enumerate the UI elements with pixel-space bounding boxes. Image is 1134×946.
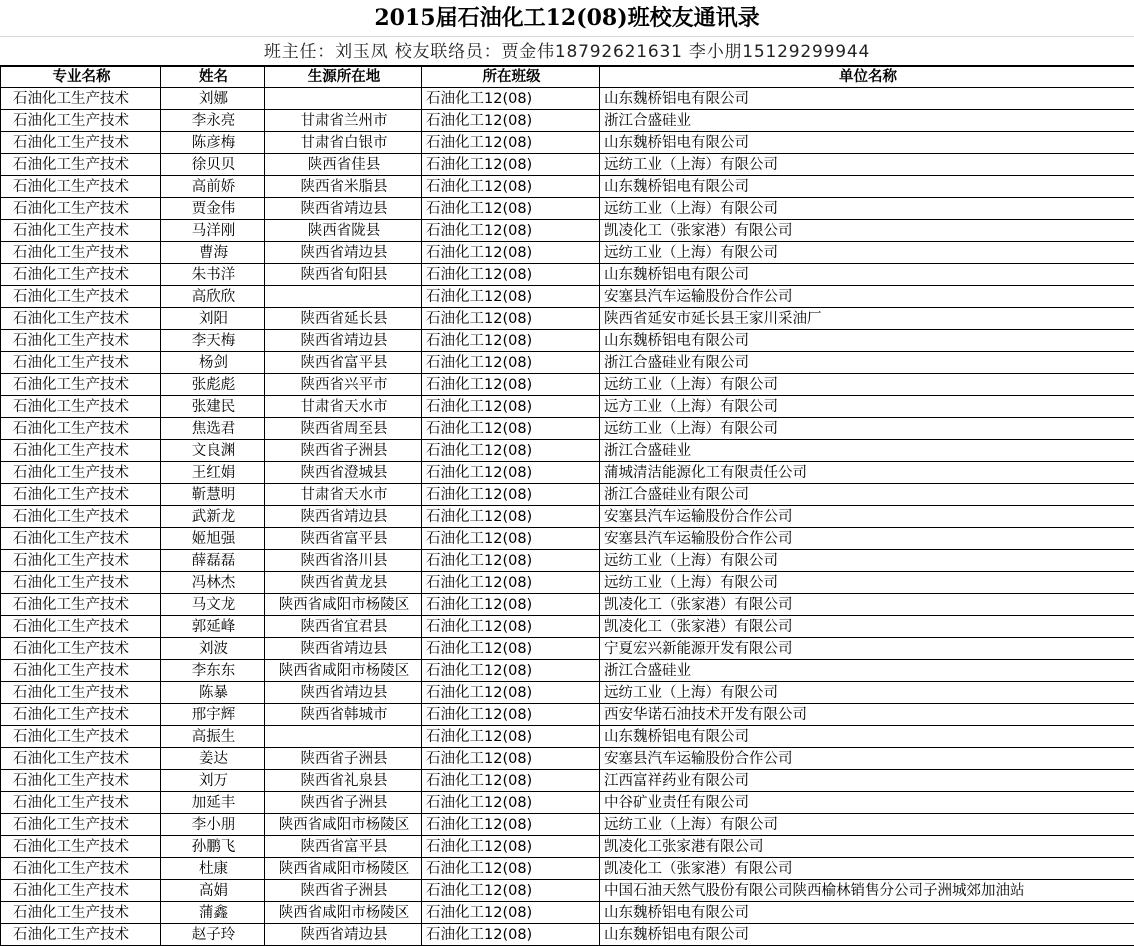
cell-class[interactable]: 石油化工12(08) (422, 154, 600, 176)
cell-unit[interactable]: 西安华诺石油技术开发有限公司 (600, 704, 1134, 726)
cell-major[interactable]: 石油化工生产技术 (1, 330, 161, 352)
cell-unit[interactable]: 凯凌化工（张家港）有限公司 (600, 220, 1134, 242)
cell-class[interactable]: 石油化工12(08) (422, 726, 600, 748)
cell-unit[interactable]: 凯凌化工（张家港）有限公司 (600, 616, 1134, 638)
cell-origin[interactable]: 陕西省子洲县 (265, 880, 422, 902)
cell-name[interactable]: 曹海 (161, 242, 265, 264)
cell-name[interactable]: 马洋刚 (161, 220, 265, 242)
cell-unit[interactable]: 山东魏桥铝电有限公司 (600, 88, 1134, 110)
cell-unit[interactable]: 凯凌化工（张家港）有限公司 (600, 858, 1134, 880)
table-row (1, 154, 1134, 176)
header-origin[interactable]: 生源所在地 (265, 67, 422, 88)
cell-name[interactable]: 李东东 (161, 660, 265, 682)
cell-origin[interactable]: 甘肃省天水市 (265, 396, 422, 418)
cell-name[interactable]: 赵子玲 (161, 924, 265, 946)
cell-class[interactable]: 石油化工12(08) (422, 902, 600, 924)
cell-unit[interactable]: 远纺工业（上海）有限公司 (600, 572, 1134, 594)
table-row (1, 528, 1134, 550)
cell-class[interactable]: 石油化工12(08) (422, 550, 600, 572)
cell-major[interactable]: 石油化工生产技术 (1, 110, 161, 132)
cell-origin[interactable]: 陕西省子洲县 (265, 748, 422, 770)
alumni-table (0, 66, 1134, 946)
cell-origin[interactable]: 陕西省靖边县 (265, 330, 422, 352)
cell-major[interactable]: 石油化工生产技术 (1, 616, 161, 638)
table-row (1, 286, 1134, 308)
cell-class[interactable]: 石油化工12(08) (422, 682, 600, 704)
cell-name[interactable]: 文良渊 (161, 440, 265, 462)
cell-origin[interactable]: 陕西省礼泉县 (265, 770, 422, 792)
cell-unit[interactable]: 山东魏桥铝电有限公司 (600, 924, 1134, 946)
cell-major[interactable]: 石油化工生产技术 (1, 506, 161, 528)
table-row (1, 924, 1134, 946)
cell-origin[interactable]: 陕西省洛川县 (265, 550, 422, 572)
cell-class[interactable]: 石油化工12(08) (422, 396, 600, 418)
document-subtitle: 班主任：刘玉凤 校友联络员：贾金伟18792621631 李小朋15129299944 (0, 37, 1134, 66)
table-row (1, 440, 1134, 462)
cell-major[interactable]: 石油化工生产技术 (1, 484, 161, 506)
cell-class[interactable]: 石油化工12(08) (422, 176, 600, 198)
cell-name[interactable]: 李天梅 (161, 330, 265, 352)
cell-name[interactable]: 李永亮 (161, 110, 265, 132)
cell-class[interactable]: 石油化工12(08) (422, 924, 600, 946)
cell-name[interactable]: 李小朋 (161, 814, 265, 836)
cell-class[interactable]: 石油化工12(08) (422, 704, 600, 726)
cell-major[interactable]: 石油化工生产技术 (1, 814, 161, 836)
table-row (1, 374, 1134, 396)
cell-major[interactable]: 石油化工生产技术 (1, 220, 161, 242)
cell-origin[interactable]: 陕西省咸阳市杨陵区 (265, 660, 422, 682)
table-row (1, 176, 1134, 198)
cell-major[interactable]: 石油化工生产技术 (1, 704, 161, 726)
cell-name[interactable]: 靳慧明 (161, 484, 265, 506)
cell-major[interactable]: 石油化工生产技术 (1, 682, 161, 704)
table-row (1, 462, 1134, 484)
cell-unit[interactable]: 远纺工业（上海）有限公司 (600, 154, 1134, 176)
cell-class[interactable]: 石油化工12(08) (422, 836, 600, 858)
cell-name[interactable]: 高振生 (161, 726, 265, 748)
cell-class[interactable]: 石油化工12(08) (422, 352, 600, 374)
cell-class[interactable]: 石油化工12(08) (422, 110, 600, 132)
cell-major[interactable]: 石油化工生产技术 (1, 176, 161, 198)
cell-major[interactable]: 石油化工生产技术 (1, 924, 161, 946)
cell-unit[interactable]: 远纺工业（上海）有限公司 (600, 814, 1134, 836)
cell-major[interactable]: 石油化工生产技术 (1, 638, 161, 660)
cell-major[interactable]: 石油化工生产技术 (1, 440, 161, 462)
cell-origin[interactable]: 陕西省延长县 (265, 308, 422, 330)
cell-unit[interactable]: 中国石油天然气股份有限公司陕西榆林销售分公司子洲城郊加油站 (600, 880, 1134, 902)
cell-class[interactable]: 石油化工12(08) (422, 506, 600, 528)
cell-class[interactable]: 石油化工12(08) (422, 484, 600, 506)
cell-unit[interactable]: 远方工业（上海）有限公司 (600, 396, 1134, 418)
table-row (1, 704, 1134, 726)
document-title: 2015届石油化工12(08)班校友通讯录 (0, 0, 1134, 37)
cell-class[interactable]: 石油化工12(08) (422, 594, 600, 616)
cell-major[interactable]: 石油化工生产技术 (1, 154, 161, 176)
cell-name[interactable]: 马文龙 (161, 594, 265, 616)
cell-name[interactable]: 刘波 (161, 638, 265, 660)
cell-name[interactable]: 刘娜 (161, 88, 265, 110)
cell-major[interactable]: 石油化工生产技术 (1, 374, 161, 396)
cell-major[interactable]: 石油化工生产技术 (1, 660, 161, 682)
cell-class[interactable]: 石油化工12(08) (422, 462, 600, 484)
cell-class[interactable]: 石油化工12(08) (422, 308, 600, 330)
cell-major[interactable]: 石油化工生产技术 (1, 352, 161, 374)
cell-origin[interactable] (265, 88, 422, 110)
cell-class[interactable]: 石油化工12(08) (422, 264, 600, 286)
table-row (1, 814, 1134, 836)
cell-unit[interactable]: 浙江合盛硅业 (600, 660, 1134, 682)
cell-origin[interactable]: 陕西省靖边县 (265, 198, 422, 220)
cell-unit[interactable]: 山东魏桥铝电有限公司 (600, 132, 1134, 154)
cell-unit[interactable]: 凯凌化工张家港有限公司 (600, 836, 1134, 858)
cell-unit[interactable]: 安塞县汽车运输股份合作公司 (600, 506, 1134, 528)
table-row (1, 484, 1134, 506)
table-body (1, 88, 1134, 946)
cell-name[interactable]: 刘阳 (161, 308, 265, 330)
cell-class[interactable]: 石油化工12(08) (422, 638, 600, 660)
cell-unit[interactable]: 浙江合盛硅业有限公司 (600, 352, 1134, 374)
cell-unit[interactable]: 远纺工业（上海）有限公司 (600, 418, 1134, 440)
cell-origin[interactable]: 陕西省靖边县 (265, 682, 422, 704)
cell-name[interactable]: 加延丰 (161, 792, 265, 814)
table-row (1, 88, 1134, 110)
cell-name[interactable]: 高前娇 (161, 176, 265, 198)
table-row (1, 902, 1134, 924)
cell-unit[interactable]: 安塞县汽车运输股份合作公司 (600, 528, 1134, 550)
table-row (1, 220, 1134, 242)
cell-class[interactable]: 石油化工12(08) (422, 374, 600, 396)
cell-major[interactable]: 石油化工生产技术 (1, 748, 161, 770)
cell-origin[interactable]: 陕西省韩城市 (265, 704, 422, 726)
cell-unit[interactable]: 浙江合盛硅业 (600, 110, 1134, 132)
cell-unit[interactable]: 山东魏桥铝电有限公司 (600, 902, 1134, 924)
table-row (1, 726, 1134, 748)
cell-major[interactable]: 石油化工生产技术 (1, 726, 161, 748)
cell-unit[interactable]: 远纺工业（上海）有限公司 (600, 682, 1134, 704)
cell-unit[interactable]: 远纺工业（上海）有限公司 (600, 198, 1134, 220)
cell-class[interactable]: 石油化工12(08) (422, 198, 600, 220)
cell-origin[interactable] (265, 286, 422, 308)
table-row (1, 572, 1134, 594)
cell-class[interactable]: 石油化工12(08) (422, 572, 600, 594)
cell-name[interactable]: 姬旭强 (161, 528, 265, 550)
cell-major[interactable]: 石油化工生产技术 (1, 528, 161, 550)
table-row (1, 682, 1134, 704)
cell-name[interactable]: 高娟 (161, 880, 265, 902)
cell-origin[interactable]: 陕西省靖边县 (265, 638, 422, 660)
table-row (1, 638, 1134, 660)
header-name[interactable]: 姓名 (161, 67, 265, 88)
cell-origin[interactable]: 陕西省子洲县 (265, 792, 422, 814)
cell-class[interactable]: 石油化工12(08) (422, 858, 600, 880)
table-row (1, 242, 1134, 264)
cell-name[interactable]: 姜达 (161, 748, 265, 770)
cell-origin[interactable]: 陕西省子洲县 (265, 440, 422, 462)
table-row (1, 418, 1134, 440)
cell-name[interactable]: 冯林杰 (161, 572, 265, 594)
cell-major[interactable]: 石油化工生产技术 (1, 308, 161, 330)
cell-class[interactable]: 石油化工12(08) (422, 880, 600, 902)
table-row (1, 748, 1134, 770)
cell-unit[interactable]: 江西富祥药业有限公司 (600, 770, 1134, 792)
cell-origin[interactable]: 陕西省兴平市 (265, 374, 422, 396)
table-row (1, 198, 1134, 220)
cell-unit[interactable]: 宁夏宏兴新能源开发有限公司 (600, 638, 1134, 660)
cell-name[interactable]: 孙鹏飞 (161, 836, 265, 858)
table-row (1, 308, 1134, 330)
cell-unit[interactable]: 安塞县汽车运输股份合作公司 (600, 286, 1134, 308)
cell-class[interactable]: 石油化工12(08) (422, 616, 600, 638)
cell-major[interactable]: 石油化工生产技术 (1, 418, 161, 440)
cell-origin[interactable]: 陕西省陇县 (265, 220, 422, 242)
cell-origin[interactable]: 甘肃省白银市 (265, 132, 422, 154)
cell-origin[interactable]: 陕西省澄城县 (265, 462, 422, 484)
cell-name[interactable]: 张建民 (161, 396, 265, 418)
cell-major[interactable]: 石油化工生产技术 (1, 880, 161, 902)
cell-class[interactable]: 石油化工12(08) (422, 748, 600, 770)
cell-name[interactable]: 薛磊磊 (161, 550, 265, 572)
cell-class[interactable]: 石油化工12(08) (422, 286, 600, 308)
cell-origin[interactable]: 陕西省黄龙县 (265, 572, 422, 594)
cell-origin[interactable]: 陕西省周至县 (265, 418, 422, 440)
cell-name[interactable]: 张彪彪 (161, 374, 265, 396)
cell-origin[interactable]: 陕西省富平县 (265, 836, 422, 858)
cell-origin[interactable]: 陕西省咸阳市杨陵区 (265, 814, 422, 836)
cell-origin[interactable]: 陕西省佳县 (265, 154, 422, 176)
cell-name[interactable]: 蒲鑫 (161, 902, 265, 924)
cell-major[interactable]: 石油化工生产技术 (1, 550, 161, 572)
cell-origin[interactable]: 甘肃省兰州市 (265, 110, 422, 132)
header-unit[interactable]: 单位名称 (600, 67, 1134, 88)
cell-major[interactable]: 石油化工生产技术 (1, 88, 161, 110)
table-row (1, 506, 1134, 528)
cell-origin[interactable]: 甘肃省天水市 (265, 484, 422, 506)
cell-name[interactable]: 郭延峰 (161, 616, 265, 638)
cell-major[interactable]: 石油化工生产技术 (1, 836, 161, 858)
table-row (1, 660, 1134, 682)
table-row (1, 616, 1134, 638)
cell-class[interactable]: 石油化工12(08) (422, 660, 600, 682)
cell-unit[interactable]: 远纺工业（上海）有限公司 (600, 374, 1134, 396)
cell-name[interactable]: 朱书洋 (161, 264, 265, 286)
cell-name[interactable]: 焦选君 (161, 418, 265, 440)
cell-name[interactable]: 武新龙 (161, 506, 265, 528)
cell-unit[interactable]: 陕西省延安市延长县王家川采油厂 (600, 308, 1134, 330)
table-row (1, 264, 1134, 286)
cell-origin[interactable]: 陕西省宜君县 (265, 616, 422, 638)
cell-origin[interactable]: 陕西省富平县 (265, 352, 422, 374)
cell-class[interactable]: 石油化工12(08) (422, 440, 600, 462)
cell-origin[interactable]: 陕西省米脂县 (265, 176, 422, 198)
cell-major[interactable]: 石油化工生产技术 (1, 792, 161, 814)
cell-major[interactable]: 石油化工生产技术 (1, 242, 161, 264)
cell-major[interactable]: 石油化工生产技术 (1, 198, 161, 220)
cell-major[interactable]: 石油化工生产技术 (1, 132, 161, 154)
table-row (1, 594, 1134, 616)
cell-unit[interactable]: 蒲城清洁能源化工有限责任公司 (600, 462, 1134, 484)
cell-origin[interactable] (265, 726, 422, 748)
header-major[interactable]: 专业名称 (1, 67, 161, 88)
cell-unit[interactable]: 浙江合盛硅业 (600, 440, 1134, 462)
table-row (1, 330, 1134, 352)
cell-name[interactable]: 徐贝贝 (161, 154, 265, 176)
cell-class[interactable]: 石油化工12(08) (422, 418, 600, 440)
cell-origin[interactable]: 陕西省靖边县 (265, 506, 422, 528)
cell-name[interactable]: 贾金伟 (161, 198, 265, 220)
cell-origin[interactable]: 陕西省旬阳县 (265, 264, 422, 286)
table-row (1, 352, 1134, 374)
cell-major[interactable]: 石油化工生产技术 (1, 264, 161, 286)
table-row (1, 550, 1134, 572)
table-row (1, 110, 1134, 132)
cell-origin[interactable]: 陕西省富平县 (265, 528, 422, 550)
table-row (1, 792, 1134, 814)
table-row (1, 770, 1134, 792)
cell-origin[interactable]: 陕西省咸阳市杨陵区 (265, 902, 422, 924)
cell-class[interactable]: 石油化工12(08) (422, 792, 600, 814)
table-row (1, 132, 1134, 154)
cell-unit[interactable]: 远纺工业（上海）有限公司 (600, 550, 1134, 572)
cell-name[interactable]: 杨剑 (161, 352, 265, 374)
cell-class[interactable]: 石油化工12(08) (422, 220, 600, 242)
table-row (1, 396, 1134, 418)
cell-name[interactable]: 刘万 (161, 770, 265, 792)
cell-major[interactable]: 石油化工生产技术 (1, 396, 161, 418)
cell-unit[interactable]: 远纺工业（上海）有限公司 (600, 242, 1134, 264)
cell-unit[interactable]: 山东魏桥铝电有限公司 (600, 264, 1134, 286)
cell-major[interactable]: 石油化工生产技术 (1, 594, 161, 616)
cell-name[interactable]: 陈彦梅 (161, 132, 265, 154)
cell-class[interactable]: 石油化工12(08) (422, 770, 600, 792)
cell-class[interactable]: 石油化工12(08) (422, 88, 600, 110)
cell-class[interactable]: 石油化工12(08) (422, 242, 600, 264)
cell-unit[interactable]: 山东魏桥铝电有限公司 (600, 330, 1134, 352)
header-class[interactable]: 所在班级 (422, 67, 600, 88)
table-row (1, 858, 1134, 880)
cell-class[interactable]: 石油化工12(08) (422, 528, 600, 550)
cell-major[interactable]: 石油化工生产技术 (1, 902, 161, 924)
cell-major[interactable]: 石油化工生产技术 (1, 572, 161, 594)
table-header-row (1, 67, 1134, 88)
cell-origin[interactable]: 陕西省靖边县 (265, 924, 422, 946)
cell-class[interactable]: 石油化工12(08) (422, 330, 600, 352)
cell-origin[interactable]: 陕西省咸阳市杨陵区 (265, 594, 422, 616)
cell-unit[interactable]: 浙江合盛硅业有限公司 (600, 484, 1134, 506)
table-row (1, 836, 1134, 858)
cell-unit[interactable]: 凯凌化工（张家港）有限公司 (600, 594, 1134, 616)
cell-origin[interactable]: 陕西省咸阳市杨陵区 (265, 858, 422, 880)
cell-unit[interactable]: 山东魏桥铝电有限公司 (600, 176, 1134, 198)
cell-unit[interactable]: 中谷矿业责任有限公司 (600, 792, 1134, 814)
cell-unit[interactable]: 山东魏桥铝电有限公司 (600, 726, 1134, 748)
cell-origin[interactable]: 陕西省靖边县 (265, 242, 422, 264)
cell-name[interactable]: 高欣欣 (161, 286, 265, 308)
cell-major[interactable]: 石油化工生产技术 (1, 858, 161, 880)
cell-class[interactable]: 石油化工12(08) (422, 132, 600, 154)
cell-name[interactable]: 邢宇辉 (161, 704, 265, 726)
cell-name[interactable]: 陈暴 (161, 682, 265, 704)
cell-major[interactable]: 石油化工生产技术 (1, 462, 161, 484)
cell-class[interactable]: 石油化工12(08) (422, 814, 600, 836)
table-row (1, 880, 1134, 902)
cell-major[interactable]: 石油化工生产技术 (1, 286, 161, 308)
cell-major[interactable]: 石油化工生产技术 (1, 770, 161, 792)
cell-name[interactable]: 王红娟 (161, 462, 265, 484)
cell-name[interactable]: 杜康 (161, 858, 265, 880)
cell-unit[interactable]: 安塞县汽车运输股份合作公司 (600, 748, 1134, 770)
